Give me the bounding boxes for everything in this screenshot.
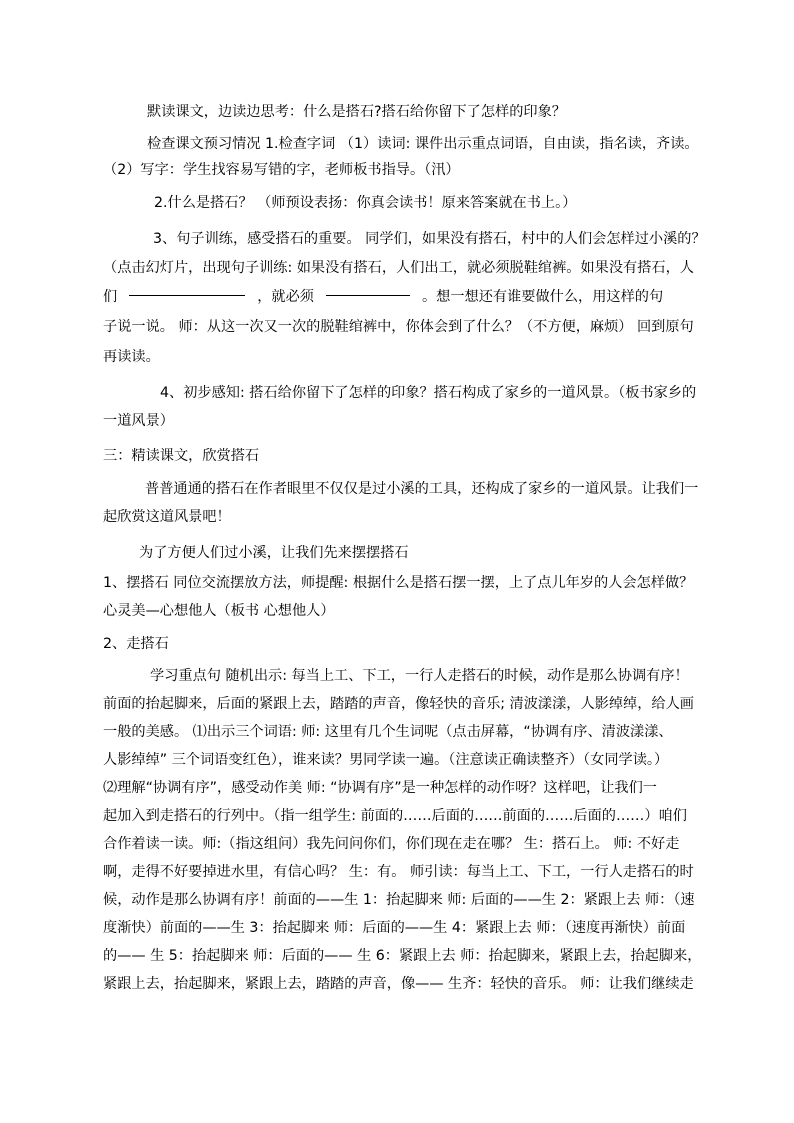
paragraph-line: 2.什么是搭石？ （师预设表扬：你真会读书！原来答案就在书上。） [154, 195, 577, 211]
paragraph-line: 学习重点句 随机出示: 每当上工、下工，一行人走搭石的时候，动作是那么协调有序！ [150, 668, 689, 684]
paragraph-line: 度渐快）前面的——生 3：抬起脚来 师：后面的——生 4：紧跟上去 师：（速度再渐快）前面 [103, 920, 686, 936]
paragraph-line: 4、初步感知: 搭石给你留下了怎样的印象？搭石构成了家乡的一道风景。（板书家乡的 [160, 385, 697, 401]
section-heading: 三：精读课文，欣赏搭石 [103, 448, 260, 464]
paragraph-line: 一道风景） [103, 413, 174, 429]
fill-in-sentence-line [103, 287, 703, 307]
paragraph-line: 啊，走得不好要掉进水里，有信心吗？ 生：有。 师引读：每当上工、下工，一行人走搭石的时 [103, 864, 694, 880]
paragraph-line: ⑵理解“协调有序”，感受动作美 师: “协调有序”是一种怎样的动作呀？这样吧，让我们一 [103, 780, 657, 796]
fill-in-text: ，就必须 [257, 289, 314, 305]
paragraph-line: 合作着读一读。师:（指这组问）我先问问你们，你们现在走在哪？ 生：搭石上。 师: 不好走 [103, 836, 680, 852]
paragraph-line: （2）写字：学生找容易写错的字，老师板书指导。（汛） [103, 162, 460, 178]
fill-in-blank [326, 295, 410, 296]
paragraph-line: 的—— 生 5：抬起脚来 师：后面的—— 生 6：紧跟上去 师：抬起脚来，紧跟上去，抬起脚来， [103, 948, 702, 964]
paragraph-line: 候，动作是那么协调有序！前面的——生 1：抬起脚来 师: 后面的——生 2：紧跟上去 师：（速 [103, 892, 695, 908]
paragraph-line: 前面的抬起脚来，后面的紧跟上去，踏踏的声音，像轻快的音乐; 清波漾漾，人影绰绰，给人画 [103, 696, 694, 712]
paragraph-line: 起加入到走搭石的行列中。（指一组学生: 前面的……后面的……前面的……后面的……）咱们 [103, 808, 687, 824]
subsection-heading: 2、走搭石 [103, 636, 169, 652]
fill-in-text: 们 [103, 289, 118, 305]
paragraph-line: 心灵美—心想他人（板书 心想他人） [103, 603, 335, 619]
fill-in-blank [129, 295, 245, 296]
paragraph-line: 默读课文，边读边思考：什么是搭石?搭石给你留下了怎样的印象？ [147, 104, 566, 120]
paragraph-line: 人影绰绰” 三个词语变红色），谁来读？男同学读一遍。（注意读正确读整齐）（女同学读。） [103, 752, 669, 768]
paragraph-line: 为了方便人们过小溪，让我们先来摆摆搭石 [139, 545, 409, 561]
paragraph-line: 普普通通的搭石在作者眼里不仅仅是过小溪的工具，还构成了家乡的一道风景。让我们一 [145, 481, 699, 497]
paragraph-line: 检查课文预习情况 1.检查字词 （1）读词: 课件出示重点词语，自由读，指名读，齐读。 [147, 136, 699, 152]
paragraph-line: （点击幻灯片，出现句子训练: 如果没有搭石，人们出工，就必须脱鞋绾裤。如果没有搭石，人 [103, 260, 694, 276]
paragraph-line: 3、句子训练，感受搭石的重要。 同学们，如果没有搭石，村中的人们会怎样过小溪的？ [153, 231, 706, 247]
paragraph-line: 再读读。 [103, 349, 160, 365]
paragraph-line: 子说一说。 师：从这一次又一次的脱鞋绾裤中，你体会到了什么？（不方便，麻烦） 回到原句 [103, 319, 694, 335]
paragraph-line: 一般的美感。 ⑴出示三个词语: 师: 这里有几个生词呢（点击屏幕，“协调有序、清波漾漾、 [103, 724, 673, 740]
paragraph-line: 1、摆搭石 同位交流摆放方法，师提醒: 根据什么是搭石摆一摆，上了点儿年岁的人会怎样做？ [103, 575, 694, 591]
paragraph-line: 起欣赏这道风景吧！ [103, 509, 231, 525]
paragraph-line: 紧跟上去，抬起脚来，紧跟上去，踏踏的声音，像—— 生齐：轻快的音乐。 师：让我们继续走 [103, 976, 694, 992]
fill-in-text: 。想一想还有谁要做什么，用这样的句 [421, 289, 664, 305]
